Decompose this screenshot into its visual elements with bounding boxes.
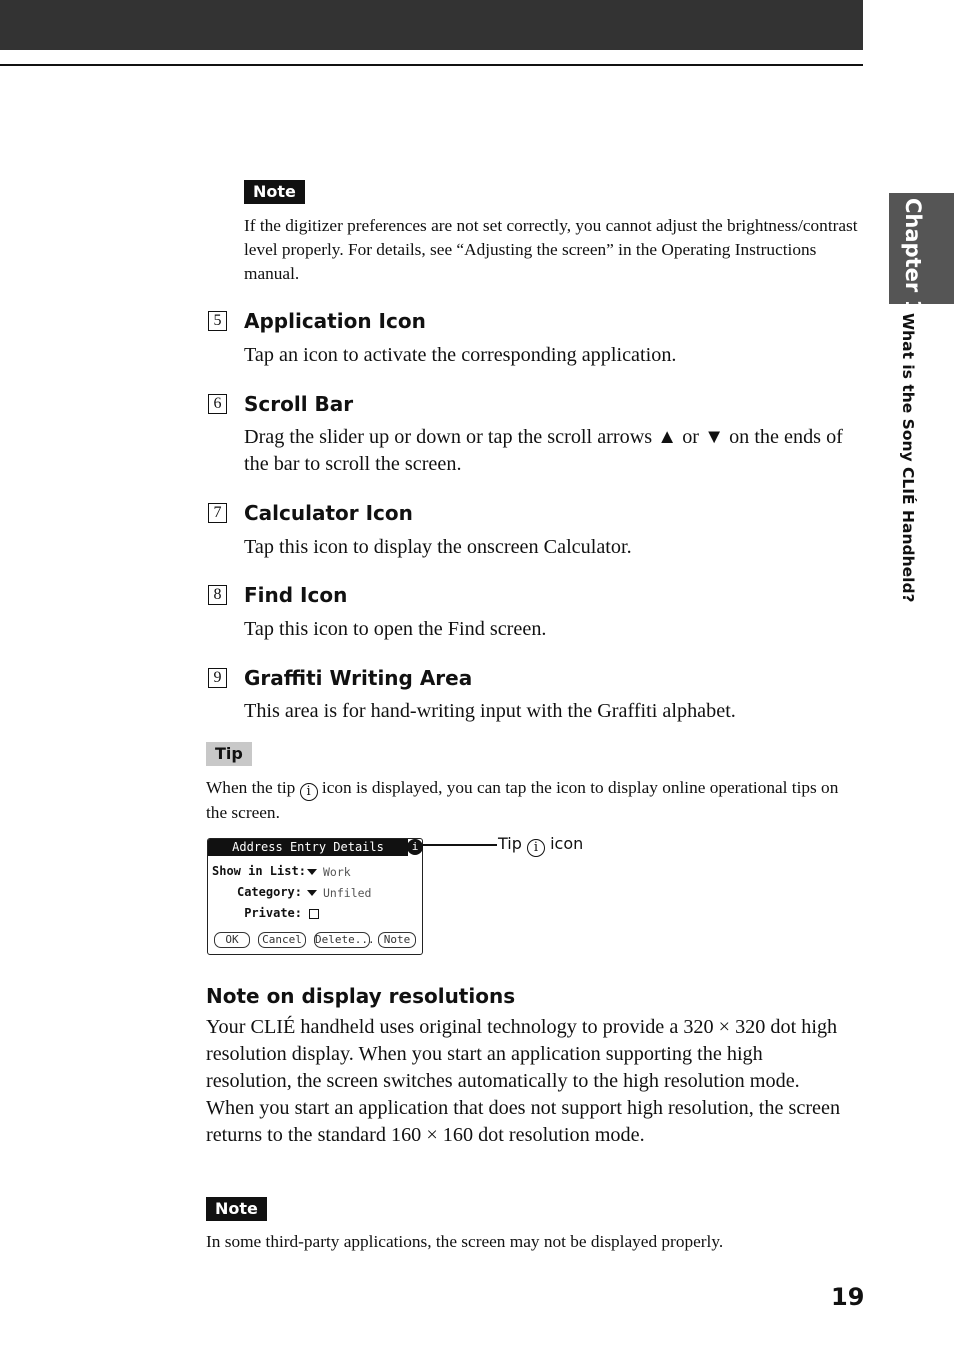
show-in-list-value: Work — [323, 865, 351, 879]
private-label: Private: — [244, 906, 302, 920]
tip-text — [206, 776, 846, 825]
note-button: Note — [378, 932, 416, 948]
page-number: 19 — [831, 1283, 865, 1311]
callout-label — [498, 833, 583, 857]
item-number: 7 — [208, 503, 227, 523]
item-number: 8 — [208, 585, 227, 605]
item-description: Tap this icon to open the Find screen. — [244, 618, 547, 640]
header-bar — [0, 0, 863, 50]
dropdown-arrow-icon — [307, 890, 317, 896]
section-body: Your CLIÉ handheld uses original technology to provide a 320 × 320 dot high resolution display. When you start an application supporting the high resolution, the screen switches automatically to the high resolution mode. When you start an application that does not support high resolution, the screen returns to the standard 160 × 160 dot resolution mode. — [206, 1016, 841, 1146]
note-label: Note — [244, 180, 305, 204]
tip-icon: i — [300, 783, 318, 801]
section-heading: Note on display resolutions — [206, 984, 516, 1008]
note-label: Note — [206, 1197, 267, 1221]
item-number: 6 — [208, 394, 227, 414]
item-description: This area is for hand-writing input with the Graffiti alphabet. — [244, 700, 736, 722]
palm-title: Address Entry Details — [208, 839, 408, 856]
ok-button: OK — [214, 932, 250, 948]
callout-line — [423, 844, 497, 846]
callout-prefix: Tip — [498, 834, 522, 853]
item-title-scroll-bar: Scroll Bar — [244, 392, 354, 416]
callout-suffix: icon — [550, 834, 584, 853]
item-title-graffiti-writing-area: Graffiti Writing Area — [244, 666, 473, 690]
tip-icon: i — [527, 839, 545, 857]
header-rule — [0, 64, 863, 66]
private-checkbox — [309, 909, 319, 919]
delete-button: Delete... — [315, 933, 375, 946]
tip-text-before: When the tip — [206, 778, 296, 797]
category-value: Unfiled — [323, 886, 372, 900]
chapter-title: What is the Sony CLIÉ Handheld? — [899, 313, 917, 603]
item-number: 9 — [208, 668, 227, 688]
note-text: In some third-party applications, the screen may not be displayed properly. — [206, 1232, 724, 1251]
tip-text-after: icon is displayed, you can tap the icon to display online operational tips on the screen. — [206, 778, 839, 822]
show-in-list-label: Show in List: — [212, 864, 306, 878]
cancel-button: Cancel — [258, 932, 306, 948]
item-title-application-icon: Application Icon — [244, 309, 426, 333]
item-number: 5 — [208, 311, 227, 331]
item-description: Tap this icon to display the onscreen Calculator. — [244, 536, 632, 558]
item-title-calculator-icon: Calculator Icon — [244, 501, 413, 525]
tip-label: Tip — [206, 742, 252, 766]
note-text: If the digitizer preferences are not set correctly, you cannot adjust the brightness/contrast level properly. For details, see “Adjusting the screen” in the Operating Instructions manual. — [244, 216, 858, 283]
dropdown-arrow-icon — [307, 869, 317, 875]
palm-screenshot — [207, 838, 423, 955]
chapter-label: Chapter 1 — [901, 198, 925, 315]
category-label: Category: — [236, 885, 302, 899]
item-description: Tap an icon to activate the corresponding application. — [244, 344, 677, 366]
item-title-find-icon: Find Icon — [244, 583, 348, 607]
info-icon: i — [407, 839, 423, 855]
item-description: Drag the slider up or down or tap the scroll arrows ▲ or ▼ on the ends of the bar to scroll the screen. — [244, 426, 843, 475]
